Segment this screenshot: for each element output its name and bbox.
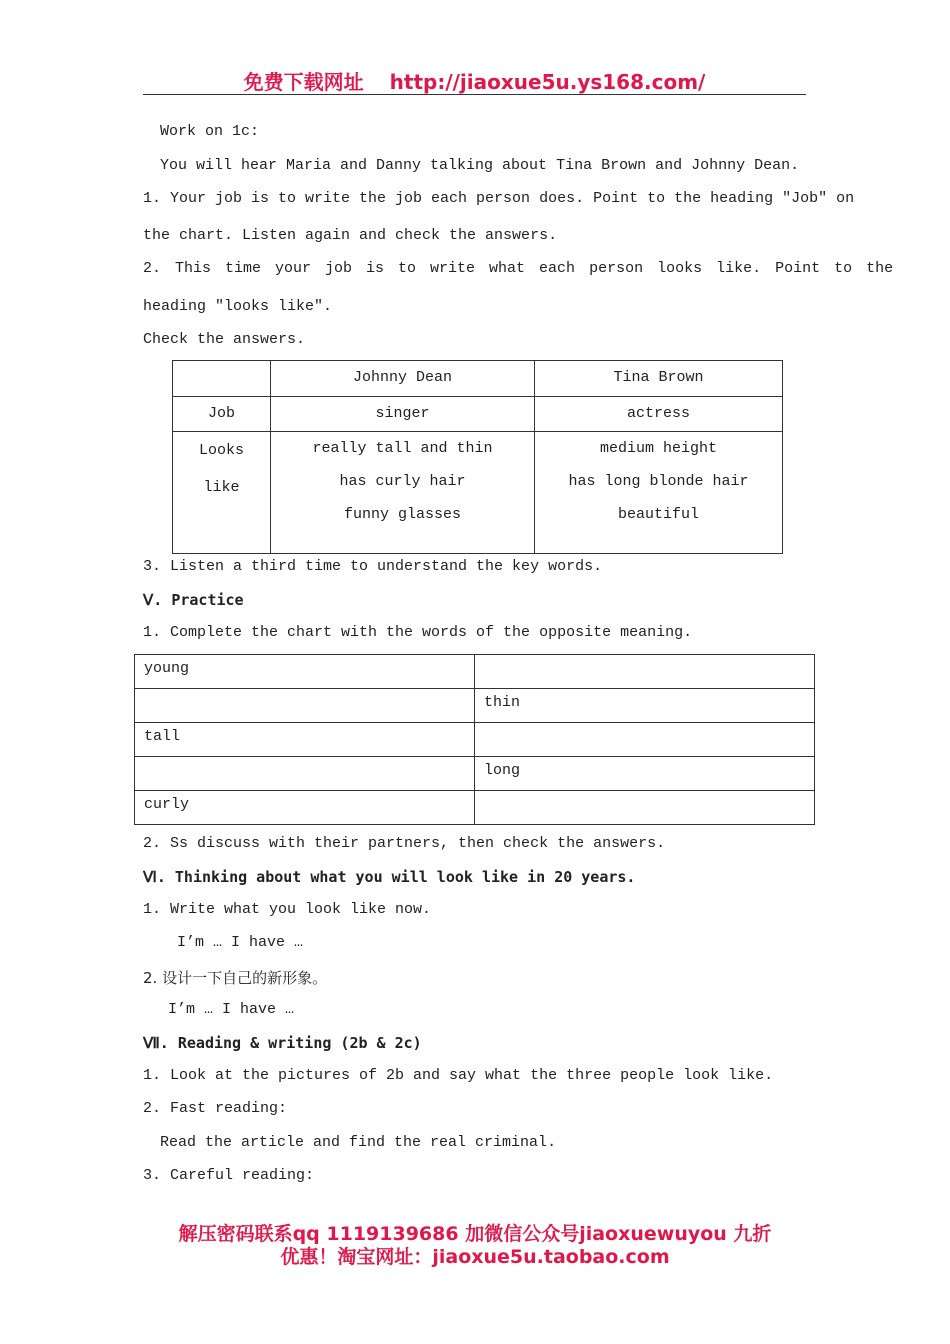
reading-item1: 1. Look at the pictures of 2b and say what the three people look like. [143, 1067, 774, 1084]
looks-label-cell [173, 432, 271, 554]
footer-line-2: 优惠！淘宝网址：jiaoxue5u.taobao.com [280, 1246, 670, 1268]
reading-item3: 3. Careful reading: [143, 1167, 315, 1184]
practice-heading: Ⅴ. Practice [143, 591, 244, 609]
opposite-cell [475, 655, 815, 689]
check-line: Check the answers. [143, 331, 306, 348]
table-header-johnny [271, 361, 535, 397]
table-row [135, 791, 815, 825]
header-tina-label: Tina Brown [613, 369, 704, 386]
thinking-item2-sub: I’m … I have … [168, 1001, 295, 1018]
thinking-heading: Ⅵ. Thinking about what you will look like in 20 years. [143, 868, 636, 886]
practice-item1: 1. Complete the chart with the words of the opposite meaning. [143, 624, 693, 641]
header-label: 免费下载网址 [243, 70, 364, 94]
looks-johnny-cell [271, 432, 535, 554]
table-row [173, 361, 783, 397]
table-row [135, 757, 815, 791]
looks-tina-3: beautiful [617, 506, 699, 523]
thinking-item2: 2. 设计一下自己的新形象。 [143, 969, 328, 987]
step1-line-a: 1. Your job is to write the job each person does. Point to the heading "Job" on [143, 190, 855, 207]
page-header [143, 66, 806, 95]
thinking-item1-sub: I’m … I have … [177, 934, 304, 951]
opposite-cell [135, 689, 475, 723]
job-label-cell [173, 397, 271, 432]
work-on-line: Work on 1c: [160, 123, 260, 140]
hear-line: You will hear Maria and Danny talking about Tina Brown and Johnny Dean. [160, 157, 800, 174]
step2-line-b: heading "looks like". [143, 298, 333, 315]
job-looks-table [172, 360, 783, 554]
looks-tina-cell [535, 432, 783, 554]
reading-item2-sub: Read the article and find the real criminal. [160, 1134, 557, 1151]
looks-label-2: like [203, 479, 240, 496]
table-row [173, 432, 783, 554]
table-row [135, 655, 815, 689]
table-row [173, 397, 783, 432]
step3-line: 3. Listen a third time to understand the key words. [143, 558, 603, 575]
job-johnny-cell [271, 397, 535, 432]
step2-line-a: 2. This time your job is to write what each person looks like. Point to the [143, 260, 894, 277]
table-header-tina [535, 361, 783, 397]
looks-johnny-3: funny glasses [343, 506, 462, 523]
looks-label-1: Looks [198, 442, 244, 459]
opposite-cell: tall [135, 723, 475, 757]
opposite-cell: young [135, 655, 475, 689]
opposite-cell [475, 791, 815, 825]
header-divider [143, 94, 806, 95]
opposite-cell [475, 723, 815, 757]
looks-tina-2: has long blonde hair [568, 473, 749, 490]
job-johnny: singer [375, 405, 430, 422]
opposites-table [134, 654, 815, 825]
job-label: Job [207, 405, 235, 422]
table-cell [173, 361, 271, 397]
looks-johnny-2: has curly hair [339, 473, 466, 490]
reading-heading: Ⅶ. Reading & writing (2b & 2c) [143, 1034, 422, 1052]
job-tina: actress [626, 405, 690, 422]
header-johnny-label: Johnny Dean [352, 369, 453, 386]
reading-item2: 2. Fast reading: [143, 1100, 288, 1117]
table-row [135, 723, 815, 757]
step1-line-b: the chart. Listen again and check the answers. [143, 227, 558, 244]
practice-item2: 2. Ss discuss with their partners, then check the answers. [143, 835, 666, 852]
looks-tina-1: medium height [599, 440, 718, 457]
header-url-link[interactable]: http://jiaoxue5u.ys168.com/ [389, 70, 706, 94]
opposite-cell: curly [135, 791, 475, 825]
footer-line-1: 解压密码联系qq 1119139686 加微信公众号jiaoxuewuyou 九折 [178, 1223, 772, 1245]
thinking-item1: 1. Write what you look like now. [143, 901, 432, 918]
opposite-cell: thin [475, 689, 815, 723]
opposite-cell: long [475, 757, 815, 791]
opposite-cell [135, 757, 475, 791]
job-tina-cell [535, 397, 783, 432]
looks-johnny-1: really tall and thin [312, 440, 493, 457]
table-row [135, 689, 815, 723]
